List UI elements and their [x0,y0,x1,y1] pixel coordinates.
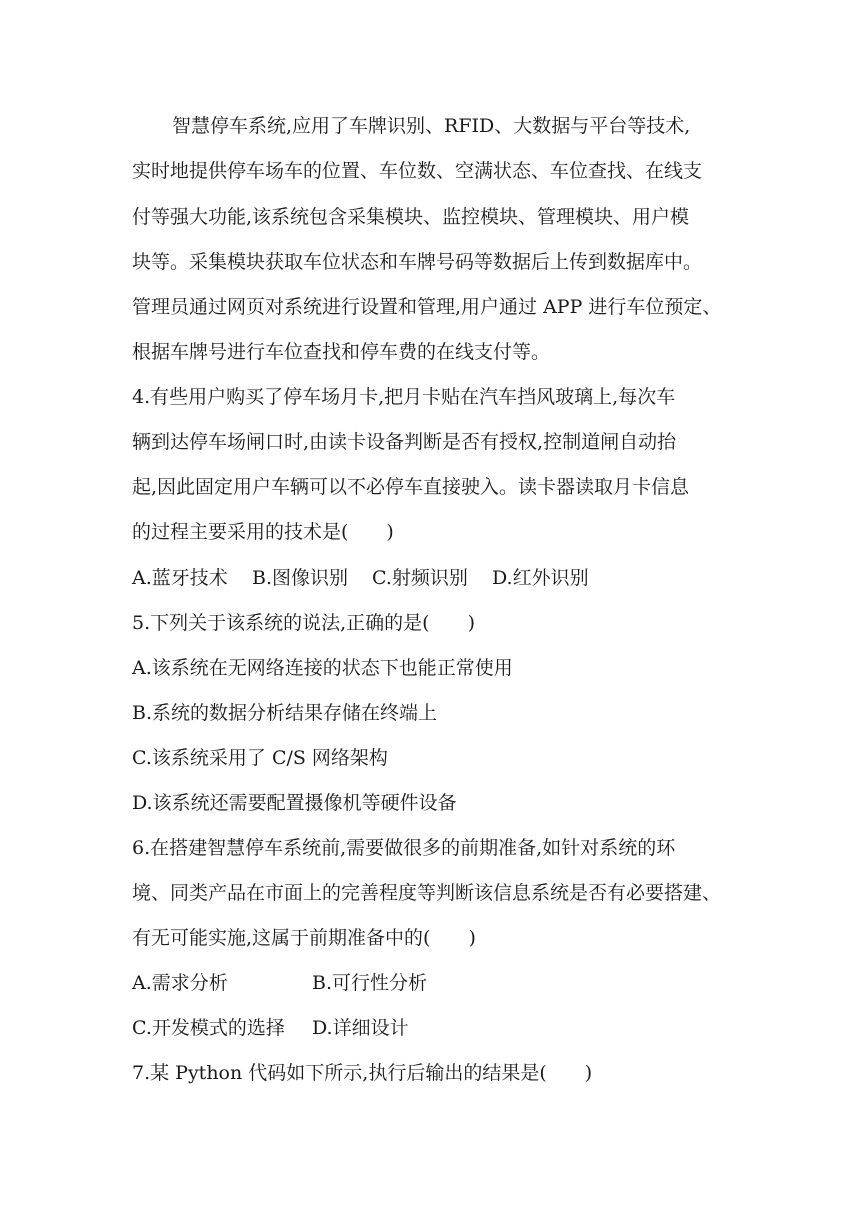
question-4-stem-line: 起,因此固定用户车辆可以不必停车直接驶入。读卡器读取月卡信息 [132,476,690,498]
question-6-option-b: B.可行性分析 [312,972,428,994]
question-4-option-c: C.射频识别 [372,567,468,589]
question-6-stem-line: 有无可能实施,这属于前期准备中的( ) [132,927,476,949]
question-5-option-d: D.该系统还需要配置摄像机等硬件设备 [132,792,457,814]
question-6-stem-line: 6.在搭建智慧停车系统前,需要做很多的前期准备,如针对系统的环 [132,837,676,859]
passage-line: 付等强大功能,该系统包含采集模块、监控模块、管理模块、用户模 [132,206,690,228]
passage-line: 管理员通过网页对系统进行设置和管理,用户通过 APP 进行车位预定、 [132,296,722,318]
question-4-option-d: D.红外识别 [492,567,589,589]
question-5-option-b: B.系统的数据分析结果存储在终端上 [132,702,438,724]
question-4-stem-line: 辆到达停车场闸口时,由读卡设备判断是否有授权,控制道闸自动抬 [132,431,677,453]
passage-line: 块等。采集模块获取车位状态和车牌号码等数据后上传到数据库中。 [132,251,703,273]
question-6-option-a: A.需求分析 [132,972,228,994]
passage-line: 实时地提供停车场车的位置、车位数、空满状态、车位查找、在线支 [132,160,703,182]
passage-line: 智慧停车系统,应用了车牌识别、RFID、大数据与平台等技术, [172,115,691,137]
question-4-stem-line: 的过程主要采用的技术是( ) [132,521,394,543]
question-6-option-d: D.详细设计 [312,1017,409,1039]
question-4-option-a: A.蓝牙技术 [132,567,228,589]
question-4-stem-line: 4.有些用户购买了停车场月卡,把月卡贴在汽车挡风玻璃上,每次车 [132,386,676,408]
passage-line: 根据车牌号进行车位查找和停车费的在线支付等。 [132,341,551,363]
question-7-stem: 7.某 Python 代码如下所示,执行后输出的结果是( ) [132,1062,593,1084]
question-5-stem: 5.下列关于该系统的说法,正确的是( ) [132,612,475,634]
question-5-option-c: C.该系统采用了 C/S 网络架构 [132,747,388,769]
question-6-stem-line: 境、同类产品在市面上的完善程度等判断该信息系统是否有必要搭建、 [132,882,722,904]
question-4-option-b: B.图像识别 [252,567,349,589]
question-6-option-c: C.开发模式的选择 [132,1017,285,1039]
question-5-option-a: A.该系统在无网络连接的状态下也能正常使用 [132,657,513,679]
